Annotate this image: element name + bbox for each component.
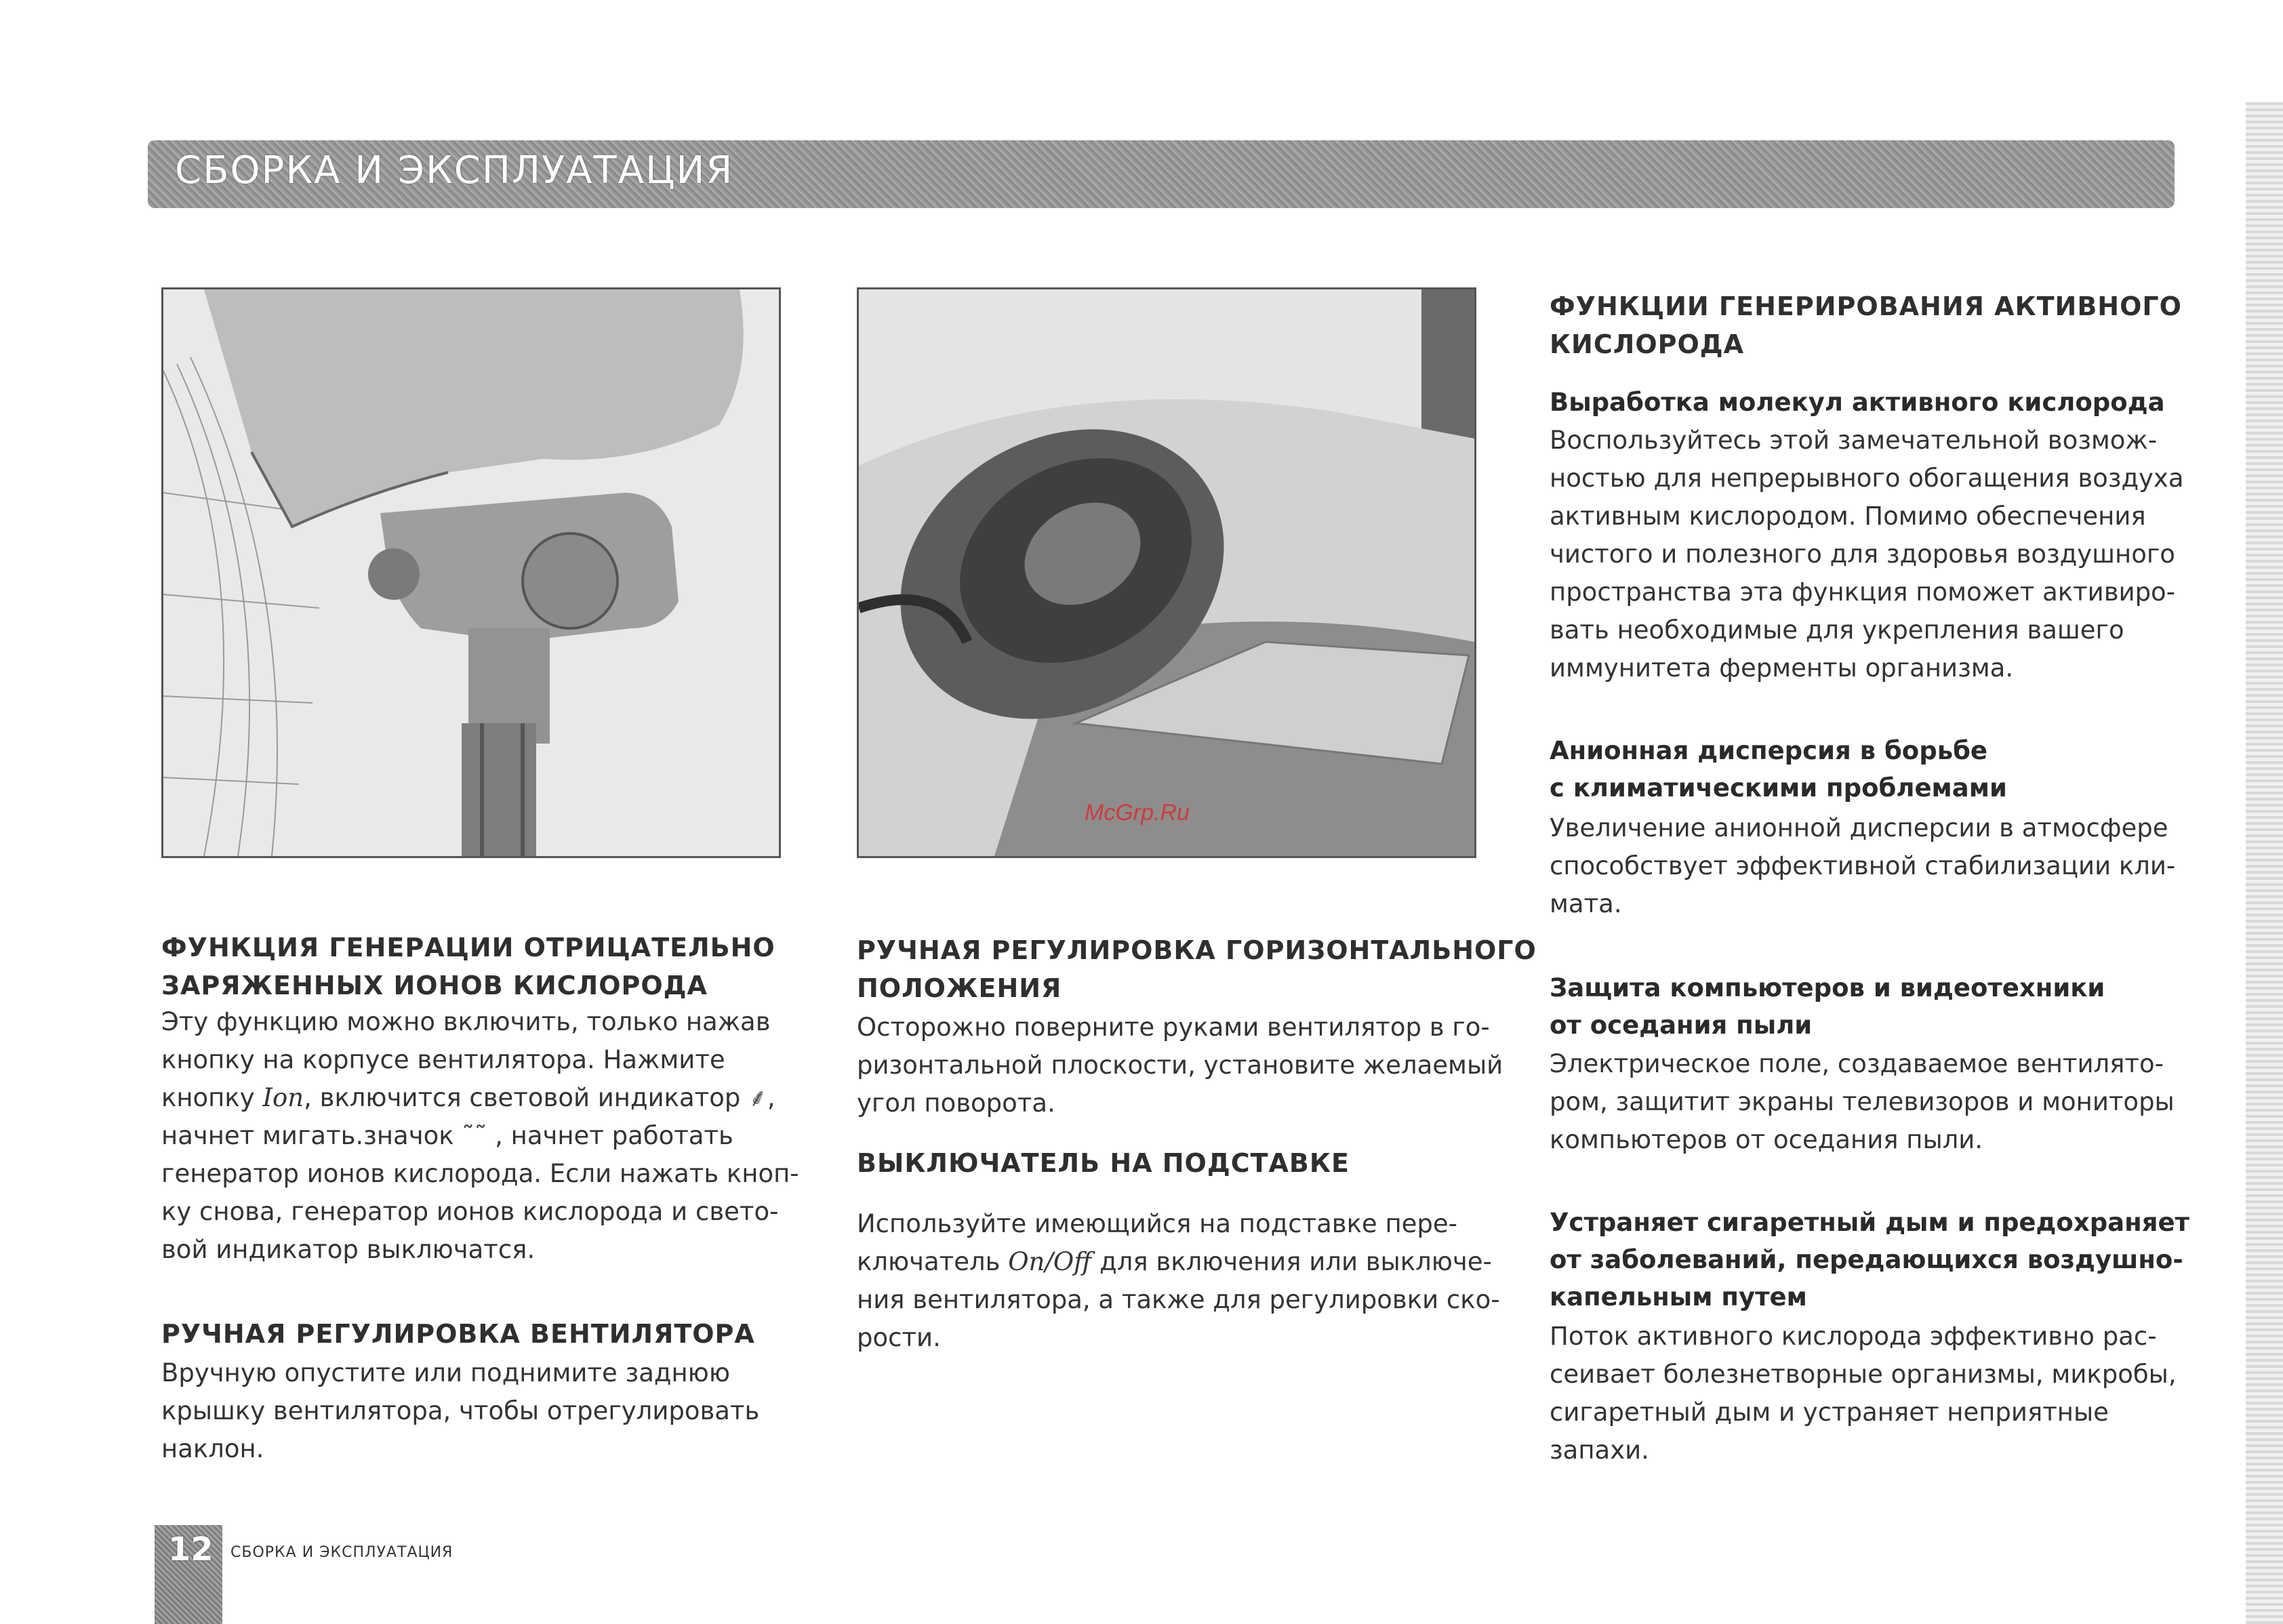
ion-indicator-icon: ⸙ [748,1083,767,1112]
photo-fan-head [857,287,1476,858]
fan-head-illustration [859,289,1474,856]
page-number: 12 [168,1530,214,1568]
col2-heading-2: ВЫКЛЮЧАТЕЛЬ НА ПОДСТАВКЕ [857,1148,1350,1178]
col2-heading-1: РУЧНАЯ РЕГУЛИРОВКА ГОРИЗОНТАЛЬНОГО ПОЛОЖЕНИЯ [857,935,1537,1003]
ion-signal-icon: ˜˜ [462,1121,487,1150]
col3-section3-title: Защита компьютеров и видеотехники от оседания пыли [1550,973,2105,1040]
photo-fan-control-panel [161,287,781,858]
col3-section1-title: Выработка молекул активного кислорода [1550,388,2165,417]
section-banner [148,140,2175,208]
col3-heading: ФУНКЦИИ ГЕНЕРИРОВАНИЯ АКТИВНОГО КИСЛОРОДА [1550,291,2182,359]
col1-paragraph-tilt: Вручную опустите или поднимите заднюю крышку вентилятора, чтобы отрегулировать наклон. [161,1358,760,1463]
page-number-box [155,1525,222,1624]
footer-section-label: СБОРКА И ЭКСПЛУАТАЦИЯ [230,1544,453,1561]
col3-section4-text: Поток активного кислорода эффективно рас- сеивает болезнетворные организмы, микробы, сигаретный дым и устраняет неприятные запахи. [1550,1322,2177,1465]
col1-heading-1: ФУНКЦИЯ ГЕНЕРАЦИИ ОТРИЦАТЕЛЬНО ЗАРЯЖЕННЫХ ИОНОВ КИСЛОРОДА [161,933,775,1000]
col2-paragraph-switch: Используйте имеющийся на подставке пере- ключатель On/Off для включения или выключе- ния вентилятора, а также для регулировки ско- рости. [857,1209,1500,1352]
col3-section2-text: Увеличение анионной дисперсии в атмосфере способствует эффективной стабилизации кли- мата. [1550,813,2176,918]
col3-section1-text: Воспользуйтесь этой замечательной возмож- ностью для непрерывного обогащения воздуха активным кислородом. Помимо обеспечения чистого и полезного для здоровья воздушного пространства эта функция поможет активиро- вать необходимые для укрепления вашего иммунитета ферменты организма. [1550,426,2184,683]
section-title: СБОРКА И ЭКСПЛУАТАЦИЯ [175,148,734,192]
col1-paragraph-ions: Эту функцию можно включить, только нажав кнопку на корпусе вентилятора. Нажмите кнопку Ion, включится световой индикатор ⸙, начнет мигать.значок ˜˜ , начнет работать генератор ионов кислорода. Если нажать кноп- ку снова, генератор ионов кислорода и свето- вой индикатор выключатся. [161,1007,799,1264]
col1-heading-2: РУЧНАЯ РЕГУЛИРОВКА ВЕНТИЛЯТОРА [161,1319,755,1349]
col3-section2-title: Анионная дисперсия в борьбе с климатическими проблемами [1550,736,2007,803]
scan-edge-shadow [2246,102,2283,1624]
col3-section3-text: Электрическое поле, создаваемое вентилято- ром, защитит экраны телевизоров и мониторы компьютеров от оседания пыли. [1550,1049,2175,1154]
col3-section4-title: Устраняет сигаретный дым и предохраняет от заболеваний, передающихся воздушно- капельным путем [1550,1208,2190,1312]
watermark: McGrp.Ru [1085,800,1190,826]
fan-control-illustration [163,289,779,856]
col2-paragraph-rotation: Осторожно поверните руками вентилятор в го- ризонтальной плоскости, установите желаемый угол поворота. [857,1013,1503,1118]
